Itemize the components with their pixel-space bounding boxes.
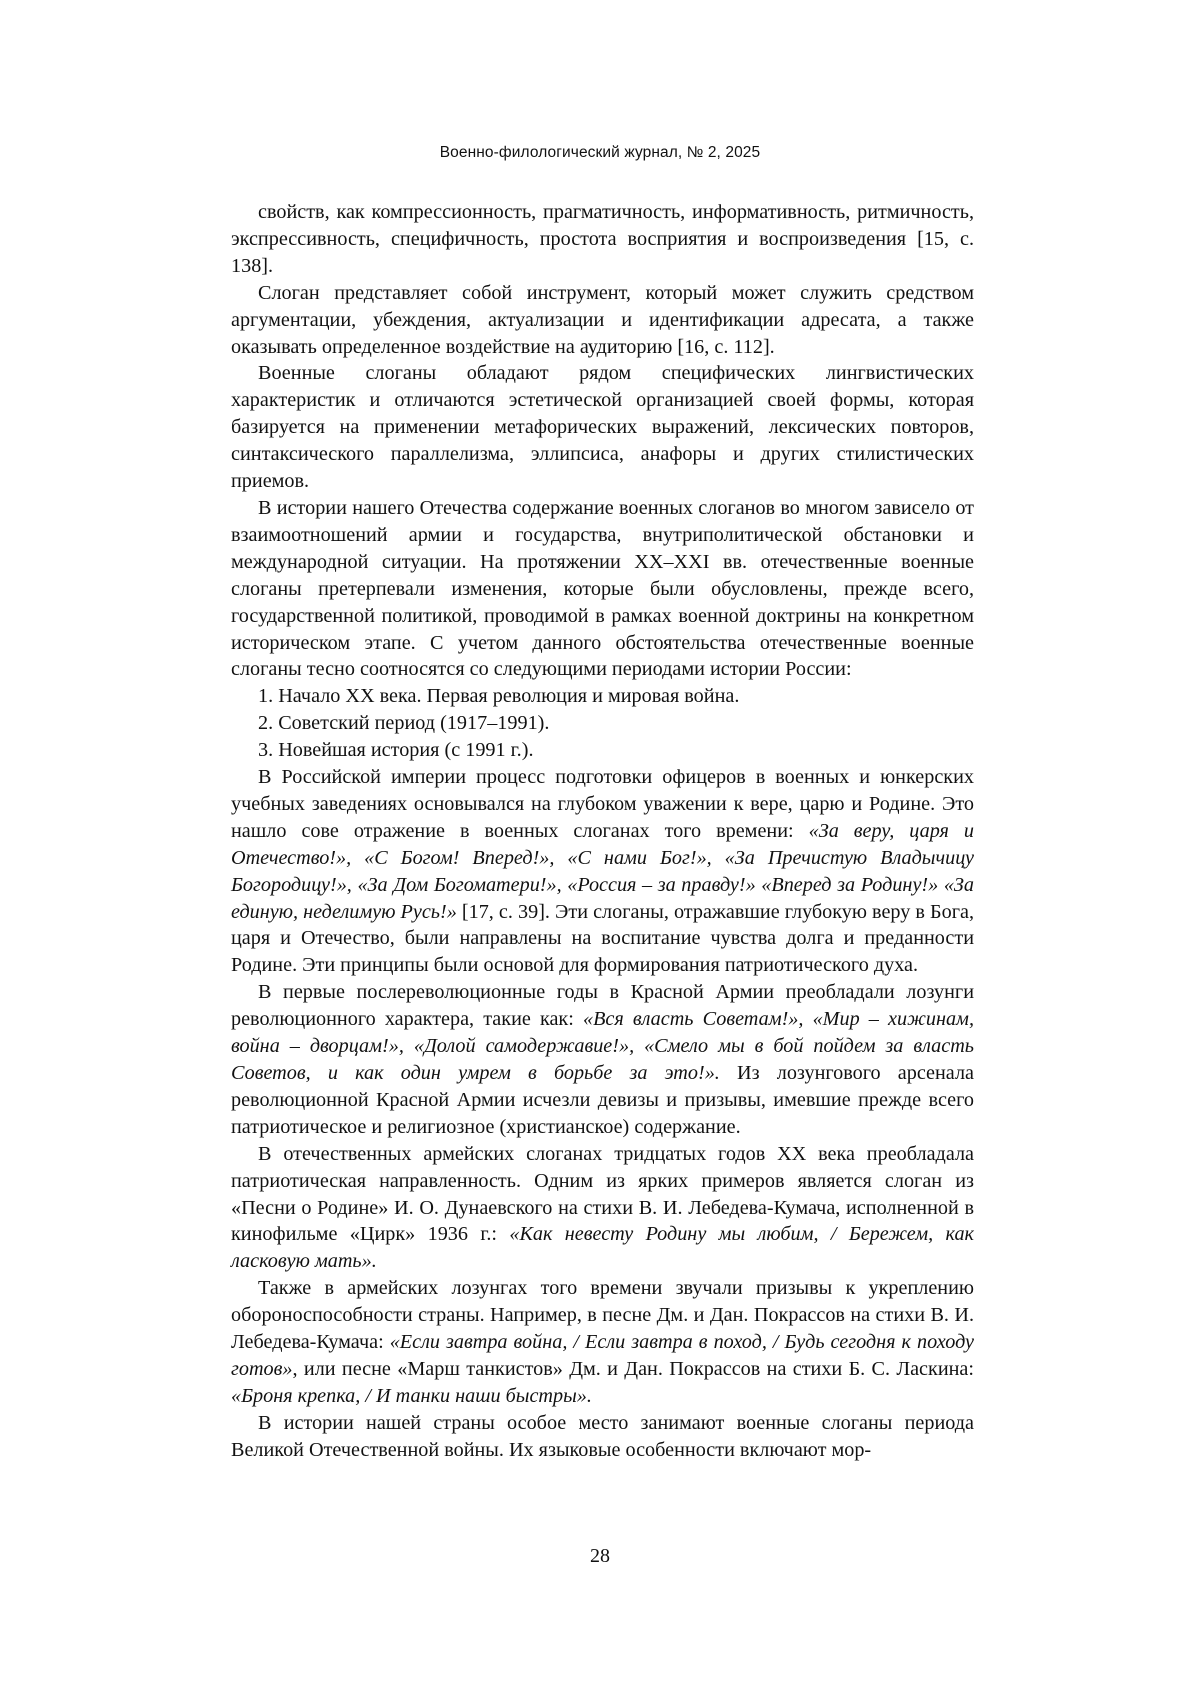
text-run: Военные слоганы обладают рядом специфических лингвистических характеристик и отличаются эстетической организацией своей формы, которая базируется на применении метафорических выражений, лексических повторов, синтаксического параллелизма, эллипсиса, анафоры и других стилистических приемов. (231, 362, 974, 493)
list-item (231, 737, 974, 764)
text-run: В истории нашего Отечества содержание военных слоганов во многом зависело от взаимоотношений армии и государства, внутриполитической обстановки и международной ситуации. На протяжении XX–XXI вв. отечественные военные слоганы претерпевали изменения, которые были обусловлены, прежде всего, государственной политикой, проводимой в рамках военной доктрины на конкретном историческом этапе. С учетом данного обстоятельства отечественные военные слоганы тесно соотносятся со следующими периодами истории России: (231, 496, 974, 681)
text-run: , или песне «Марш танкистов» Дм. и Дан. Покрассов на стихи Б. С. Ласкина: (292, 1357, 974, 1380)
paragraph (231, 979, 974, 1140)
paragraph (231, 280, 974, 361)
text-run: В отечественных армейских слоганах тридцатых годов XX века преобладала патриотическая направленность. Одним из ярких примеров является слоган из «Песни о Родине» И. О. Дунаевского на стихи В. И. Лебедева-Кумача, исполненной в кинофильме «Цирк» 1936 г.: (231, 1142, 974, 1246)
text-run: 1. Начало XX века. Первая революция и мировая война. (258, 685, 740, 708)
paragraph (231, 1141, 974, 1276)
text-run: Из лозунгового арсенала революционной Красной Армии исчезли девизы и призывы, имевшие прежде всего патриотическое и религиозное (христианское) содержание. (231, 1062, 974, 1138)
list-item (231, 710, 974, 737)
paragraph (231, 764, 974, 979)
list-item (231, 683, 974, 710)
text-run: В истории нашей страны особое место занимают военные слоганы периода Великой Отечественной войны. Их языковые особенности включают мор- (231, 1411, 974, 1461)
paragraph (231, 1275, 974, 1410)
text-run: В первые послереволюционные годы в Красной Армии преобладали лозунги революционного характера, такие как: (231, 981, 974, 1031)
quoted-slogan: «Если завтра война, / Если завтра в поход, / Будь сегодня к походу готов» (231, 1331, 974, 1380)
text-run: свойств, как компрессионность, прагматичность, информативность, ритмичность, экспрессивность, специфичность, простота восприятия и воспроизведения [15, с. 138]. (231, 201, 974, 277)
text-run: 3. Новейшая история (с 1991 г.). (258, 739, 534, 762)
quoted-slogan: «Вся власть Советам!», «Мир – хижинам, война – дворцам!», «Долой самодержавие!», «Смело мы в бой пойдем за власть Советов, и как один умрем в борьбе за это!». (231, 1008, 974, 1084)
text-run: Слоган представляет собой инструмент, который может служить средством аргументации, убеждения, актуализации и идентификации адресата, а также оказывать определенное воздействие на аудиторию [16, с. 112]. (231, 281, 974, 358)
running-header: Военно-филологический журнал, № 2, 2025 (439, 144, 761, 161)
text-run: 2. Советский период (1917–1991). (258, 712, 550, 735)
paragraph (231, 199, 974, 280)
quoted-slogan: «За веру, царя и Отечество!», «С Богом! Вперед!», «С нами Бог!», «За Пречистую Владычицу Богородицу!», «За Дом Богоматери!», «Россия – за правду!» «Вперед за Родину!» «За единую, неделимую Русь!» (231, 819, 974, 923)
text-run: В Российской империи процесс подготовки офицеров в военных и юнкерских учебных заведениях основывался на глубоком уважении к вере, царю и Родине. Это нашло сове отражение в военных слоганах того времени: (231, 766, 974, 842)
paragraph (231, 1410, 974, 1464)
paragraph (231, 495, 974, 683)
article-body (231, 199, 974, 1464)
quoted-slogan: «Как невесту Родину мы любим, / Бережем, как ласковую мать». (231, 1223, 974, 1273)
paragraph (231, 360, 974, 495)
page-number: 28 (590, 1545, 610, 1567)
text-run: [17, с. 39]. Эти слоганы, отражавшие глубокую веру в Бога, царя и Отечество, были направлены на воспитание чувства долга и преданности Родине. Эти принципы были основой для формирования патриотического духа. (231, 900, 975, 977)
text-run: Также в армейских лозунгах того времени звучали призывы к укреплению обороноспособности страны. Например, в песне Дм. и Дан. Покрассов на стихи В. И. Лебедева-Кумача: (231, 1277, 974, 1354)
quoted-slogan: «Броня крепка, / И танки наши быстры». (231, 1384, 592, 1407)
